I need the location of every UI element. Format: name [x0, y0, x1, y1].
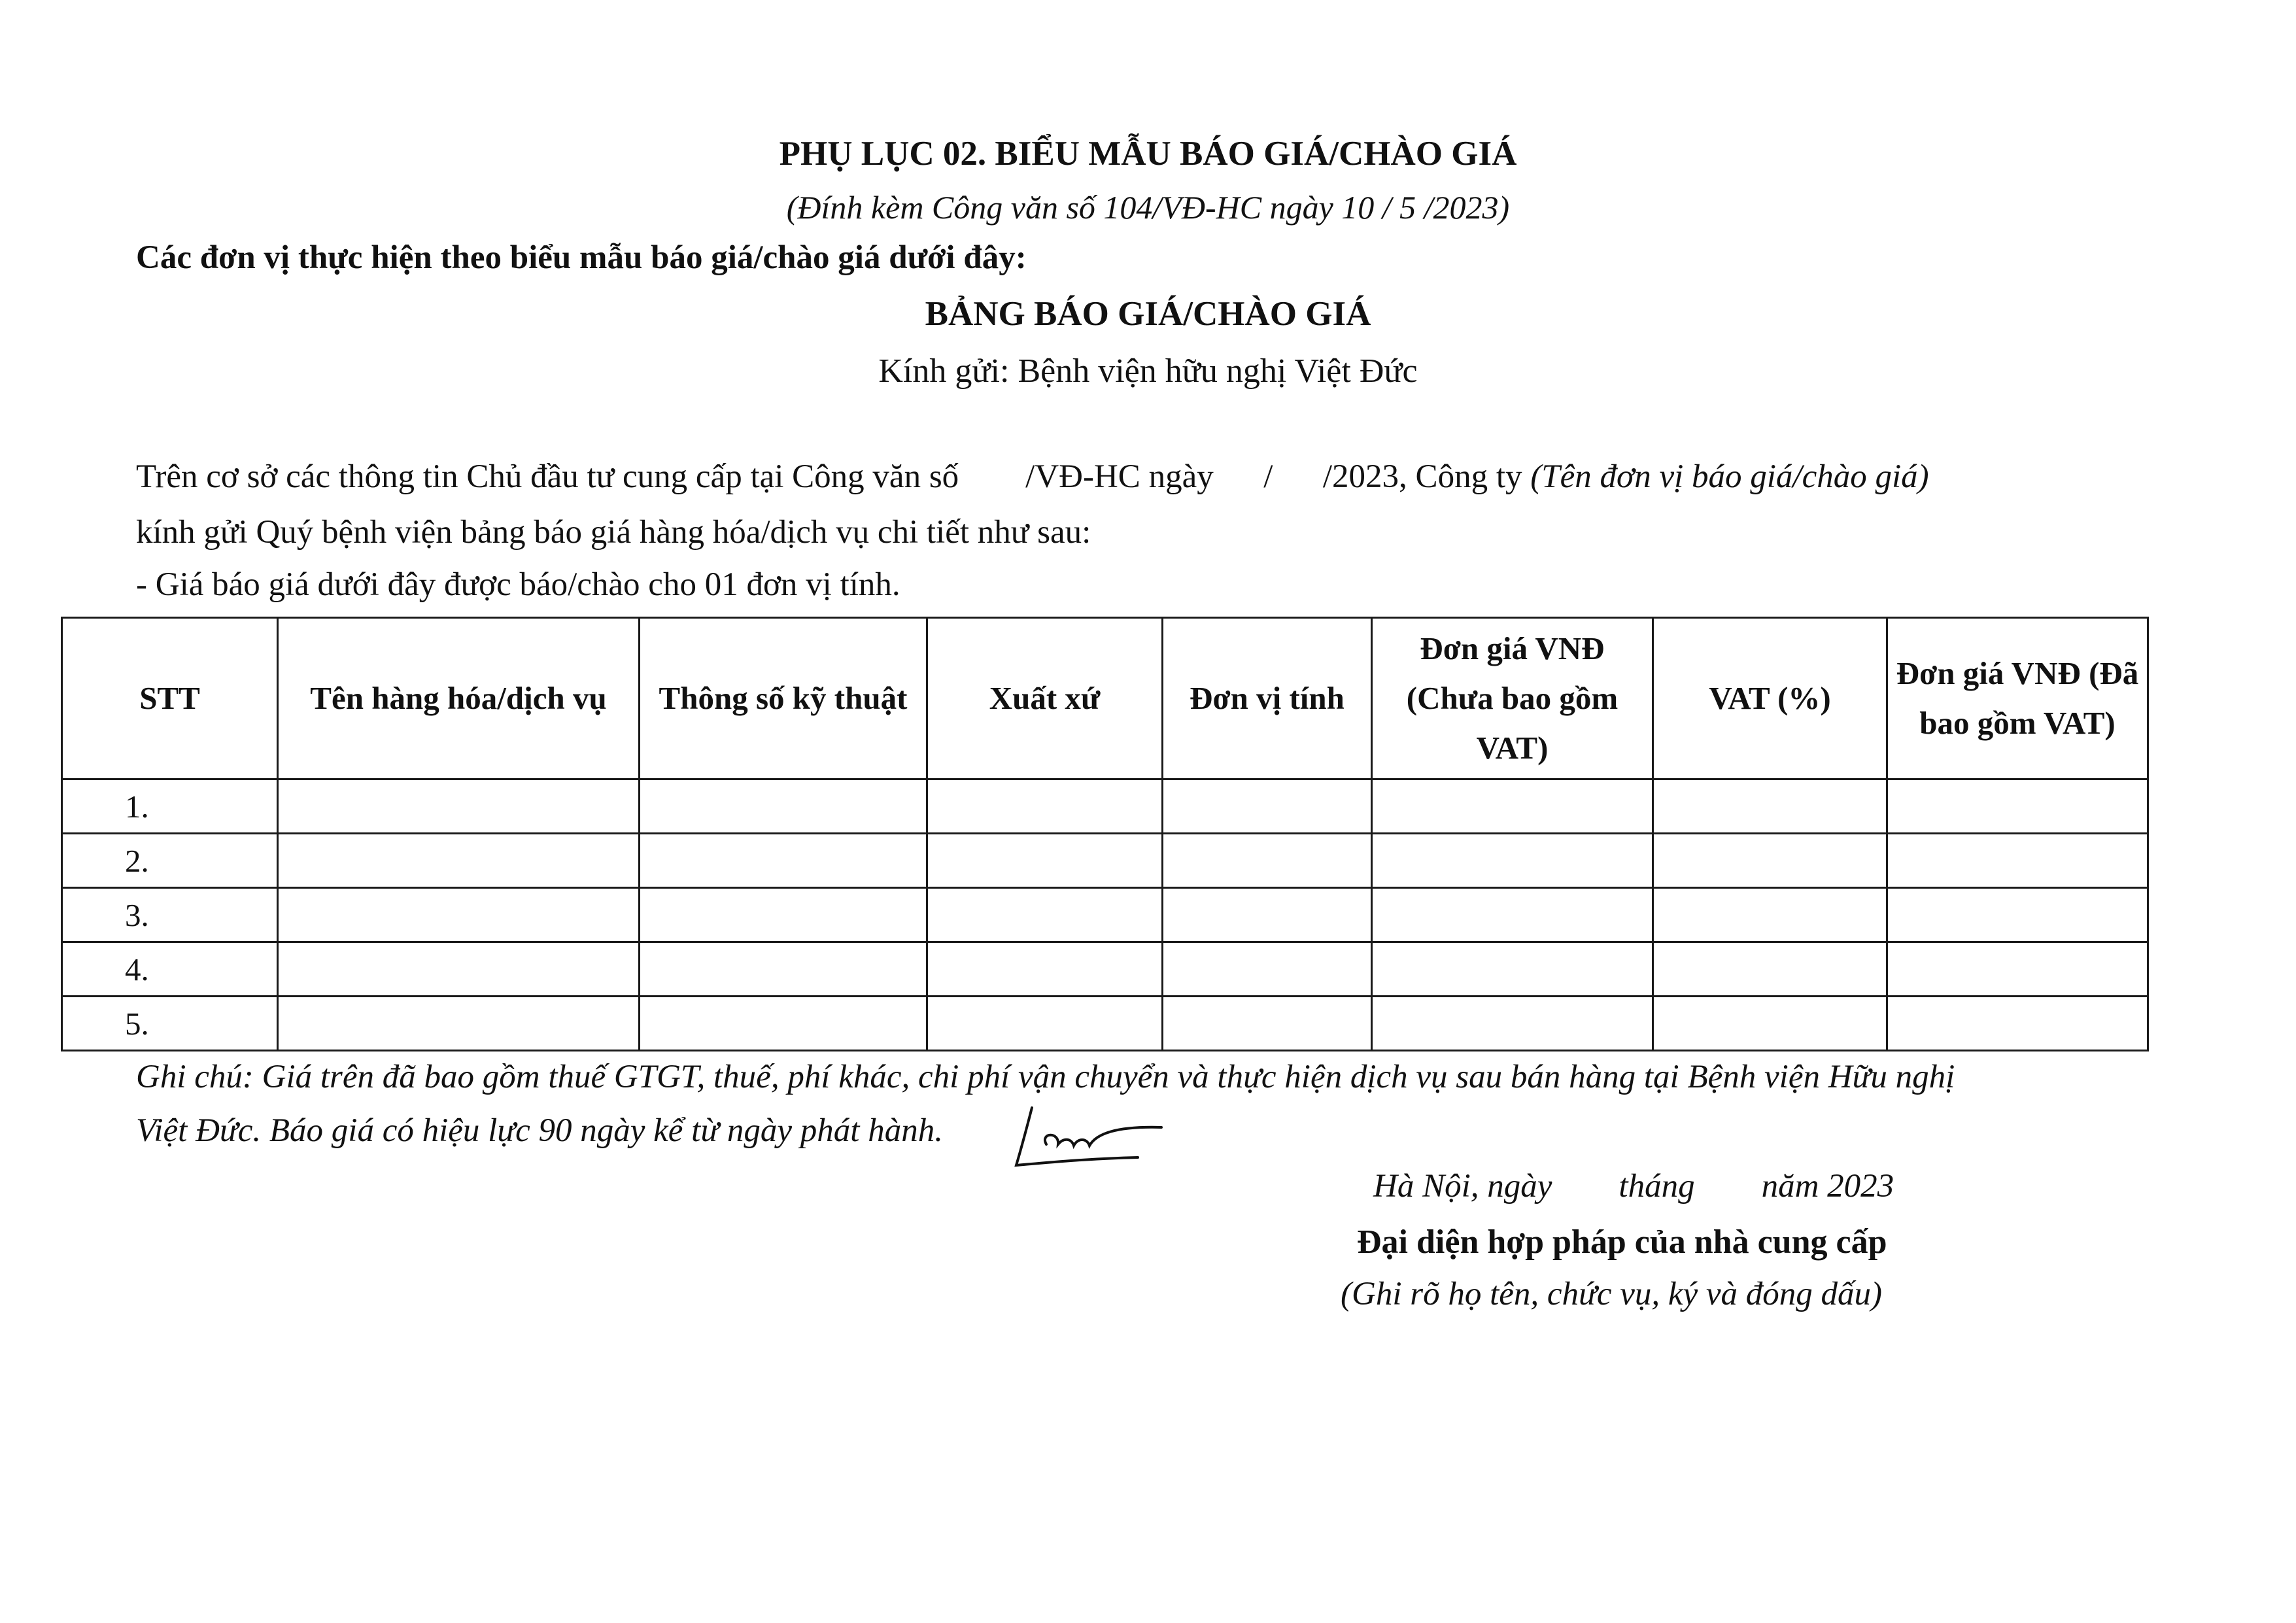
- cell-item-name[interactable]: [278, 779, 640, 834]
- header-price-excl-vat: Đơn giá VNĐ (Chưa bao gồm VAT): [1372, 618, 1653, 779]
- intro-line-1-text: Trên cơ sở các thông tin Chủ đầu tư cung cấp tại Công văn số /VĐ-HC ngày / /2023, Công ty: [136, 458, 1531, 495]
- table-row: [62, 834, 2148, 888]
- appendix-title: PHỤ LỤC 02. BIỂU MẪU BÁO GIÁ/CHÀO GIÁ: [779, 135, 1517, 173]
- cell-unit[interactable]: [1163, 942, 1372, 997]
- cell-origin[interactable]: [927, 942, 1163, 997]
- signature-hint: (Ghi rõ họ tên, chức vụ, ký và đóng dấu): [1341, 1276, 1883, 1312]
- table-row: [62, 997, 2148, 1051]
- header-price-incl-vat: Đơn giá VNĐ (Đã bao gồm VAT): [1887, 618, 2148, 779]
- header-origin: Xuất xứ: [927, 618, 1163, 779]
- header-vat: VAT (%): [1653, 618, 1887, 779]
- intro-line-3: - Giá báo giá dưới đây được báo/chào cho 01 đơn vị tính.: [136, 566, 900, 603]
- cell-origin[interactable]: [927, 779, 1163, 834]
- row-number: 5.: [62, 997, 278, 1051]
- cell-origin[interactable]: [927, 888, 1163, 942]
- cell-specs[interactable]: [640, 942, 927, 997]
- instruction-line: Các đơn vị thực hiện theo biểu mẫu báo giá/chào giá dưới đây:: [136, 239, 1027, 276]
- quote-table: [61, 617, 2149, 1051]
- cell-vat[interactable]: [1653, 779, 1887, 834]
- table-row: [62, 942, 2148, 997]
- cell-price-incl-vat[interactable]: [1887, 997, 2148, 1051]
- header-specs: Thông số kỹ thuật: [640, 618, 927, 779]
- cell-item-name[interactable]: [278, 942, 640, 997]
- cell-price-incl-vat[interactable]: [1887, 942, 2148, 997]
- header-unit: Đơn vị tính: [1163, 618, 1372, 779]
- intro-line-1: [136, 458, 1929, 496]
- cell-specs[interactable]: [640, 834, 927, 888]
- cell-price-incl-vat[interactable]: [1887, 779, 2148, 834]
- cell-price-excl-vat[interactable]: [1372, 888, 1653, 942]
- cell-origin[interactable]: [927, 997, 1163, 1051]
- handwritten-initials-icon: [1007, 1099, 1203, 1170]
- cell-vat[interactable]: [1653, 997, 1887, 1051]
- cell-specs[interactable]: [640, 888, 927, 942]
- cell-vat[interactable]: [1653, 942, 1887, 997]
- cell-unit[interactable]: [1163, 834, 1372, 888]
- cell-item-name[interactable]: [278, 997, 640, 1051]
- header-item-name: Tên hàng hóa/dịch vụ: [278, 618, 640, 779]
- company-name-placeholder: (Tên đơn vị báo giá/chào giá): [1530, 458, 1929, 495]
- intro-line-2: kính gửi Quý bệnh viện bảng báo giá hàng hóa/dịch vụ chi tiết như sau:: [136, 514, 1091, 551]
- header-stt: STT: [62, 618, 278, 779]
- cell-price-excl-vat[interactable]: [1372, 942, 1653, 997]
- table-header-row: [62, 618, 2148, 779]
- place-date: Hà Nội, ngày tháng năm 2023: [1373, 1168, 1894, 1204]
- table-row: [62, 888, 2148, 942]
- row-number: 2.: [62, 834, 278, 888]
- cell-specs[interactable]: [640, 779, 927, 834]
- table-row: [62, 779, 2148, 834]
- cell-vat[interactable]: [1653, 834, 1887, 888]
- note-line-2: Việt Đức. Báo giá có hiệu lực 90 ngày kể từ ngày phát hành.: [136, 1112, 943, 1149]
- cell-origin[interactable]: [927, 834, 1163, 888]
- attachment-note: (Đính kèm Công văn số 104/VĐ-HC ngày 10 / 5 /2023): [786, 189, 1510, 226]
- cell-price-incl-vat[interactable]: [1887, 834, 2148, 888]
- cell-unit[interactable]: [1163, 997, 1372, 1051]
- note-line-1: Ghi chú: Giá trên đã bao gồm thuế GTGT, thuế, phí khác, chi phí vận chuyển và thực hiện dịch vụ sau bán hàng tại Bệnh viện Hữu nghị: [136, 1059, 1955, 1095]
- row-number: 3.: [62, 888, 278, 942]
- row-number: 4.: [62, 942, 278, 997]
- cell-price-excl-vat[interactable]: [1372, 997, 1653, 1051]
- cell-price-excl-vat[interactable]: [1372, 779, 1653, 834]
- cell-price-excl-vat[interactable]: [1372, 834, 1653, 888]
- form-title: BẢNG BÁO GIÁ/CHÀO GIÁ: [925, 295, 1371, 333]
- cell-specs[interactable]: [640, 997, 927, 1051]
- representative-title: Đại diện hợp pháp của nhà cung cấp: [1357, 1223, 1887, 1261]
- row-number: 1.: [62, 779, 278, 834]
- addressee: Kính gửi: Bệnh viện hữu nghị Việt Đức: [878, 352, 1418, 390]
- cell-price-incl-vat[interactable]: [1887, 888, 2148, 942]
- cell-item-name[interactable]: [278, 834, 640, 888]
- cell-unit[interactable]: [1163, 888, 1372, 942]
- cell-unit[interactable]: [1163, 779, 1372, 834]
- cell-item-name[interactable]: [278, 888, 640, 942]
- cell-vat[interactable]: [1653, 888, 1887, 942]
